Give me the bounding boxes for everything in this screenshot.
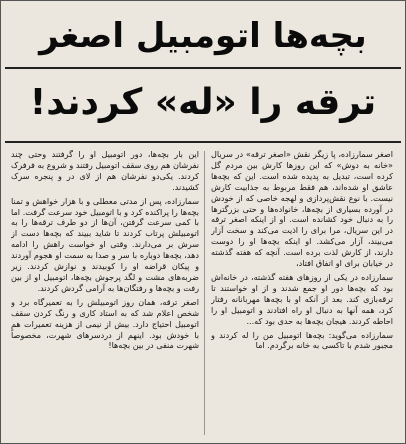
paragraph: سمارزاده، پس از مدتی معطلی و با هزار خواهش و تمنا بچه‌ها را پراکنده کرد و با اتومبیل خود سرعت گرفت. اما با کمی سرعت گرفتن، آن‌ها از دو طرف ترقه‌ها را به اتومبیلش پرتاب کردند تا شاید ببیند که بچه‌ها دست از سرش بر می‌دارند. وقتی او خواست راهش را ادامه دهد، بچه‌ها دوباره با سر و صدا به سمت او هجوم آوردند و پیکان قراضه او را کوبیدند و نوازش کردند. زیر ضربه‌های مشت و لگد پرجوش بچه‌ها، اتومبیل او از بین رفت و بچه‌ها و رفتگان‌ها به آرامی گردش کردند. <box>11 195 199 293</box>
headline-divider <box>5 67 401 69</box>
paragraph: سمارزاده در یکی از روزهای هفته گذشته، در خانه‌اش بود که بچه‌ها دور او جمع شدند و از او خواستند تا ترقه‌بازی کند. بعد از آنکه او با بچه‌ها مهربانانه رفتار کرد، همه آنها به دنبال او راه افتادند و اتومبیل او را احاطه کردند. هیجان بچه‌ها به حدی بود که... <box>211 271 393 326</box>
paragraph: اصغر ترقه، همان روز اتومبیلش را به تعمیرگاه برد و شخص اعلام شد که به استاد کاری و رنگ کردن سقف اتومبیل احتیاج دارد. بیش از نیمی از هزینه تعمیرات هم با خودش بود. اینهم از دردسرهای شهرت، مخصوصاً شهرت منفی در بین بچه‌ها! <box>11 296 199 351</box>
headline-line-2: ترقه را «له» کردند! <box>29 82 377 123</box>
article-column-left <box>11 149 199 439</box>
headline-line-1: بچه‌ها اتومبیل اصغر <box>39 16 367 56</box>
paragraph: این بار بچه‌ها، دور اتومبیل او را گرفتند وحتی چند نفرشان هم روی سقف اتومبیل رفتند و شروع به فرفرک کردند. یکی‌دو نفرشان هم از لای در و پنجره سرک کشیدند. <box>11 149 199 192</box>
column-divider <box>204 151 205 435</box>
closing-paragraph: سمارزاده می‌گوید: بچه‌ها اتومبیل من را له کردند و مجبور شدم با تاکسی به خانه برگردم. اما <box>211 329 393 351</box>
paragraph: اصغر سمارزاده، پا زیگر نقش «اصغر ترقه» در سریال «خانه به دوش» که این روزها کارش بین مردم گل کرده است، تبدیل به پدیده شده است. این که بچه‌ها عاشق او شده‌اند، هم فقط مربوط به جذابیت کارش نیست. با نوع نقش‌پردازی و لهجه خاصی که از خودش در آورده بسیاری از بچه‌ها، خانواده‌ها و حتی بزرگترها را به دنبال خود کشانده است. او از اینکه اصغر ترقه در این سریال، مرا برای را اذیت می‌کند و سخت آزار می‌بیند، آزار می‌کشد. او اینکه بچه‌ها او را دوست دارند، از کارش لذت برده است. آنچه که هفته گذشته در خیابان برای او اتفاق افتاد، <box>211 149 393 269</box>
headline-bottom-rule <box>5 141 401 143</box>
article-column-right <box>211 149 393 439</box>
